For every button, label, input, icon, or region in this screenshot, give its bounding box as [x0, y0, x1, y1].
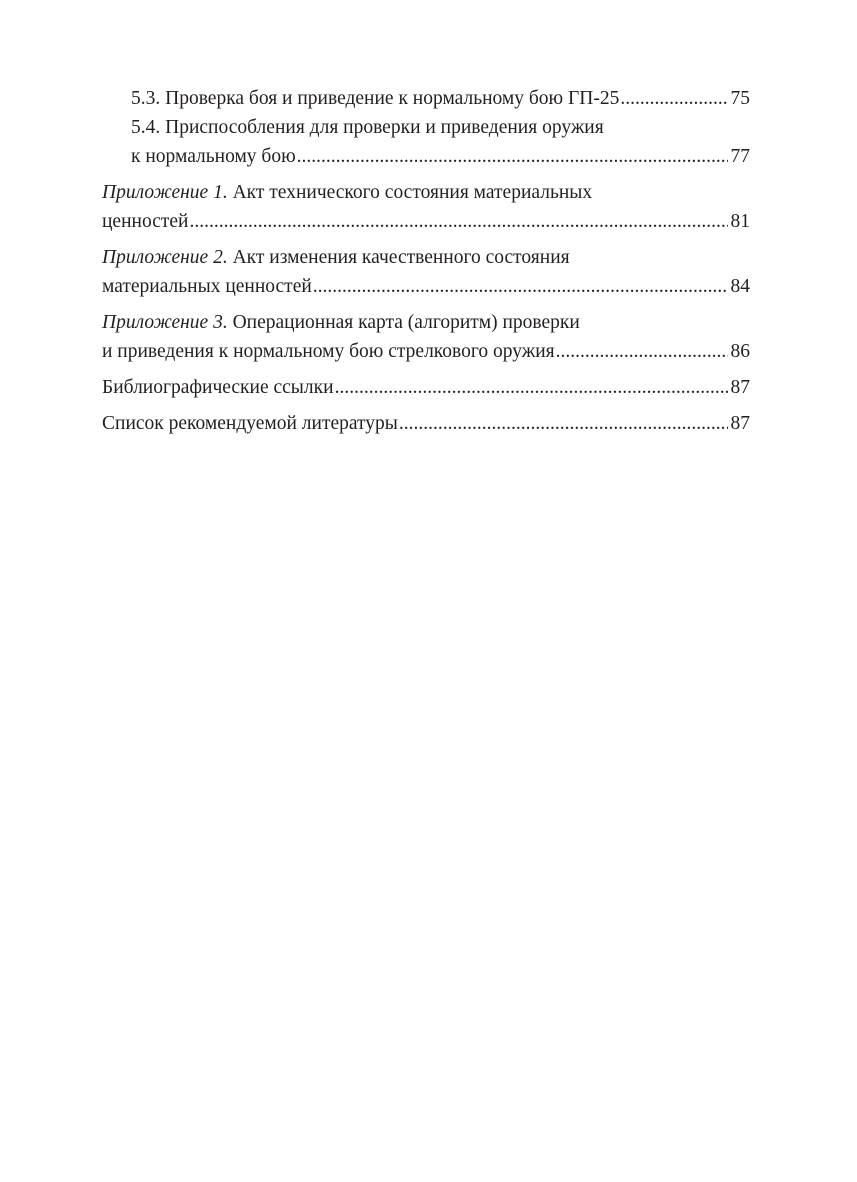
toc-entry-title-cont: ценностей [102, 211, 189, 232]
appendix-label: Приложение 3. [102, 312, 228, 333]
toc-page-number: 81 [730, 211, 750, 232]
toc-entry-title-line [102, 178, 750, 207]
toc-entry-title: 5.4. Приспособления для проверки и приведения оружия [131, 117, 604, 138]
toc-entry-title: Список рекомендуемой литературы [102, 413, 398, 434]
dot-leader [335, 373, 728, 402]
toc-line [131, 142, 750, 171]
dot-leader [189, 207, 727, 236]
toc-entry-bibliography[interactable] [102, 373, 750, 402]
toc-line [102, 207, 750, 236]
toc-entry-title: Акт технического состояния материальных [227, 182, 593, 203]
dot-leader [313, 272, 728, 301]
toc-page-number: 86 [730, 341, 750, 362]
toc-page-number: 84 [730, 276, 750, 297]
dot-leader [297, 142, 728, 171]
toc-entry-recommended-literature[interactable] [102, 409, 750, 438]
toc-entry-title: Акт изменения качественного состояния [227, 247, 570, 268]
toc-line [131, 84, 750, 113]
toc-entry-appendix-1[interactable] [102, 178, 750, 236]
toc-line [102, 337, 750, 366]
appendix-label: Приложение 2. [102, 247, 228, 268]
toc-page-number: 87 [730, 413, 750, 434]
toc-page-number: 77 [730, 146, 750, 167]
toc-entry-5-3[interactable] [102, 84, 750, 113]
toc-entry-title-line [102, 243, 750, 272]
toc-entry-appendix-2[interactable] [102, 243, 750, 301]
toc-entry-title-line [102, 308, 750, 337]
toc-entry-5-4[interactable] [102, 113, 750, 171]
toc-entry-title: Библиографические ссылки [102, 377, 334, 398]
dot-leader [399, 409, 728, 438]
toc-page-number: 75 [730, 88, 750, 109]
toc-entry-title-cont: и приведения к нормальному бою стрелкового оружия [102, 341, 555, 362]
toc-entry-title-cont: к нормальному бою [131, 146, 296, 167]
dot-leader [556, 337, 728, 366]
toc-entry-appendix-3[interactable] [102, 308, 750, 366]
toc-entry-title: Операционная карта (алгоритм) проверки [227, 312, 580, 333]
toc-line [102, 373, 750, 402]
toc-page-number: 87 [730, 377, 750, 398]
toc-entry-title: 5.3. Проверка боя и приведение к нормальному бою ГП-25 [131, 88, 620, 109]
toc-line [102, 409, 750, 438]
toc-entry-title-cont: материальных ценностей [102, 276, 312, 297]
toc-line [102, 272, 750, 301]
dot-leader [620, 84, 727, 113]
table-of-contents [102, 84, 750, 438]
appendix-label: Приложение 1. [102, 182, 228, 203]
